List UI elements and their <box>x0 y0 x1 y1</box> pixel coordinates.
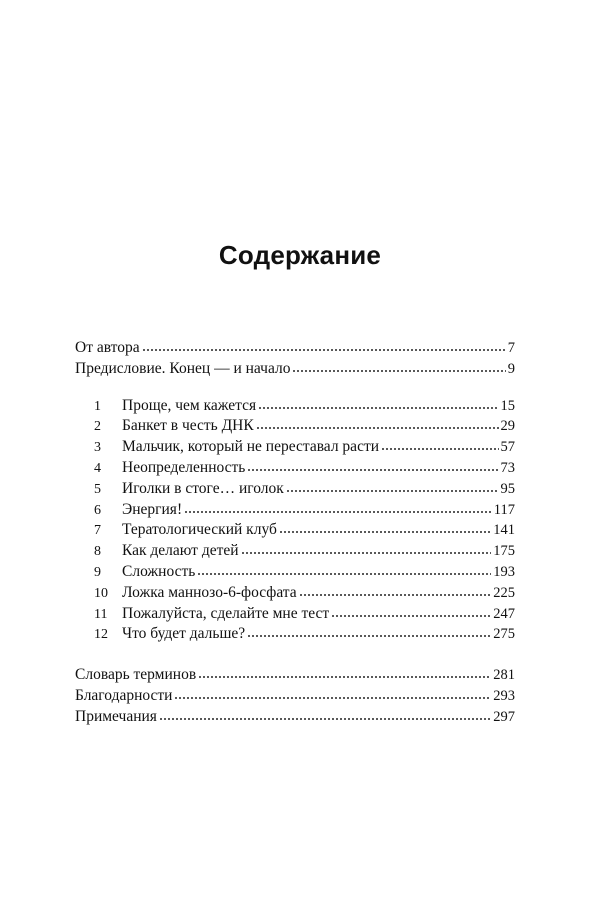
dot-leader <box>381 447 498 451</box>
toc-entry-label: Благодарности <box>75 686 173 704</box>
toc-entry-label: Неопределенность <box>122 458 246 476</box>
dot-leader <box>247 468 498 472</box>
toc-entry-chapter[interactable] <box>75 520 515 541</box>
toc-entry-page-number: 9 <box>507 360 515 377</box>
chapter-number: 12 <box>94 627 108 643</box>
toc-entry-label: Мальчик, который не переставал расти <box>122 438 380 456</box>
toc-entry-chapter[interactable] <box>75 416 515 437</box>
chapter-number: 11 <box>94 606 108 622</box>
toc-entry-label: Банкет в честь ДНК <box>122 417 254 435</box>
toc-entry-page-number: 57 <box>500 439 515 456</box>
toc-entry-back-matter[interactable] <box>75 665 515 686</box>
toc-entry-label: Примечания <box>75 707 157 725</box>
toc-entry-page-number: 193 <box>493 563 515 580</box>
toc-entry-page-number: 247 <box>493 605 515 622</box>
toc-entry-back-matter[interactable] <box>75 686 515 707</box>
toc-entry-label: Проще, чем кажется <box>122 396 257 414</box>
chapter-number: 2 <box>94 419 101 435</box>
toc-entry-front-matter[interactable] <box>75 338 515 359</box>
toc-entry-page-number: 297 <box>493 708 515 725</box>
toc-entry-chapter[interactable] <box>75 458 515 479</box>
dot-leader <box>159 717 491 721</box>
toc-entry-page-number: 15 <box>500 397 515 414</box>
toc-entry-page-number: 141 <box>493 522 515 539</box>
section-spacer <box>75 380 515 396</box>
toc-entry-chapter[interactable] <box>75 604 515 625</box>
toc-entry-label: Что будет дальше? <box>122 625 246 643</box>
dot-leader <box>241 551 492 555</box>
toc-entry-chapter[interactable] <box>75 541 515 562</box>
dot-leader <box>292 369 505 373</box>
dot-leader <box>299 593 492 597</box>
toc-entry-chapter[interactable] <box>75 500 515 521</box>
toc-entry-page-number: 293 <box>493 687 515 704</box>
dot-leader <box>197 572 491 576</box>
chapter-number: 1 <box>94 398 101 414</box>
dot-leader <box>256 426 499 430</box>
toc-entry-back-matter[interactable] <box>75 707 515 728</box>
toc-entry-label: От автора <box>75 339 140 356</box>
toc-entry-page-number: 29 <box>500 418 515 435</box>
dot-leader <box>286 489 499 493</box>
page-title: Содержание <box>218 240 382 270</box>
toc-entry-chapter[interactable] <box>75 479 515 500</box>
chapter-number: 6 <box>94 502 101 518</box>
dot-leader <box>174 696 491 700</box>
chapter-number: 4 <box>94 460 101 476</box>
toc-entry-chapter[interactable] <box>75 437 515 458</box>
toc-entry-label: Словарь терминов <box>75 666 197 684</box>
toc-entry-chapter[interactable] <box>75 583 515 604</box>
toc-entry-label: Ложка маннозо-6-фосфата <box>122 583 297 601</box>
toc-entry-label: Иголки в стоге… иголок <box>122 479 284 497</box>
toc-entry-page-number: 281 <box>493 667 515 684</box>
toc-entry-chapter[interactable] <box>75 396 515 417</box>
toc-entry-chapter[interactable] <box>75 624 515 645</box>
toc-entry-label: Сложность <box>122 562 196 580</box>
dot-leader <box>247 634 491 638</box>
toc-entry-page-number: 7 <box>507 340 515 356</box>
chapter-number: 7 <box>94 523 101 539</box>
toc-entry-page-number: 275 <box>493 626 515 643</box>
chapter-number: 3 <box>94 440 101 456</box>
section-spacer <box>75 645 515 665</box>
toc-entry-label: Тератологический клуб <box>122 521 277 539</box>
dot-leader <box>142 348 506 352</box>
chapter-number: 5 <box>94 481 101 497</box>
chapter-number: 10 <box>94 585 108 601</box>
dot-leader <box>279 530 491 534</box>
toc-entry-page-number: 117 <box>493 501 515 518</box>
toc-entry-label: Предисловие. Конец — и начало <box>75 359 291 377</box>
toc-entry-chapter[interactable] <box>75 562 515 583</box>
chapter-number: 8 <box>94 544 101 560</box>
toc-entry-page-number: 225 <box>493 584 515 601</box>
toc-entry-front-matter[interactable] <box>75 359 515 380</box>
chapter-number: 9 <box>94 564 101 580</box>
table-of-contents <box>75 338 515 728</box>
toc-entry-label: Энергия! <box>122 500 183 518</box>
dot-leader <box>258 406 498 410</box>
toc-entry-page-number: 73 <box>500 459 515 476</box>
toc-entry-label: Как делают детей <box>122 542 239 560</box>
dot-leader <box>331 614 491 618</box>
dot-leader <box>198 675 491 679</box>
toc-entry-page-number: 175 <box>493 543 515 560</box>
dot-leader <box>184 510 492 514</box>
toc-entry-label: Пожалуйста, сделайте мне тест <box>122 604 330 622</box>
toc-entry-page-number: 95 <box>500 480 515 497</box>
